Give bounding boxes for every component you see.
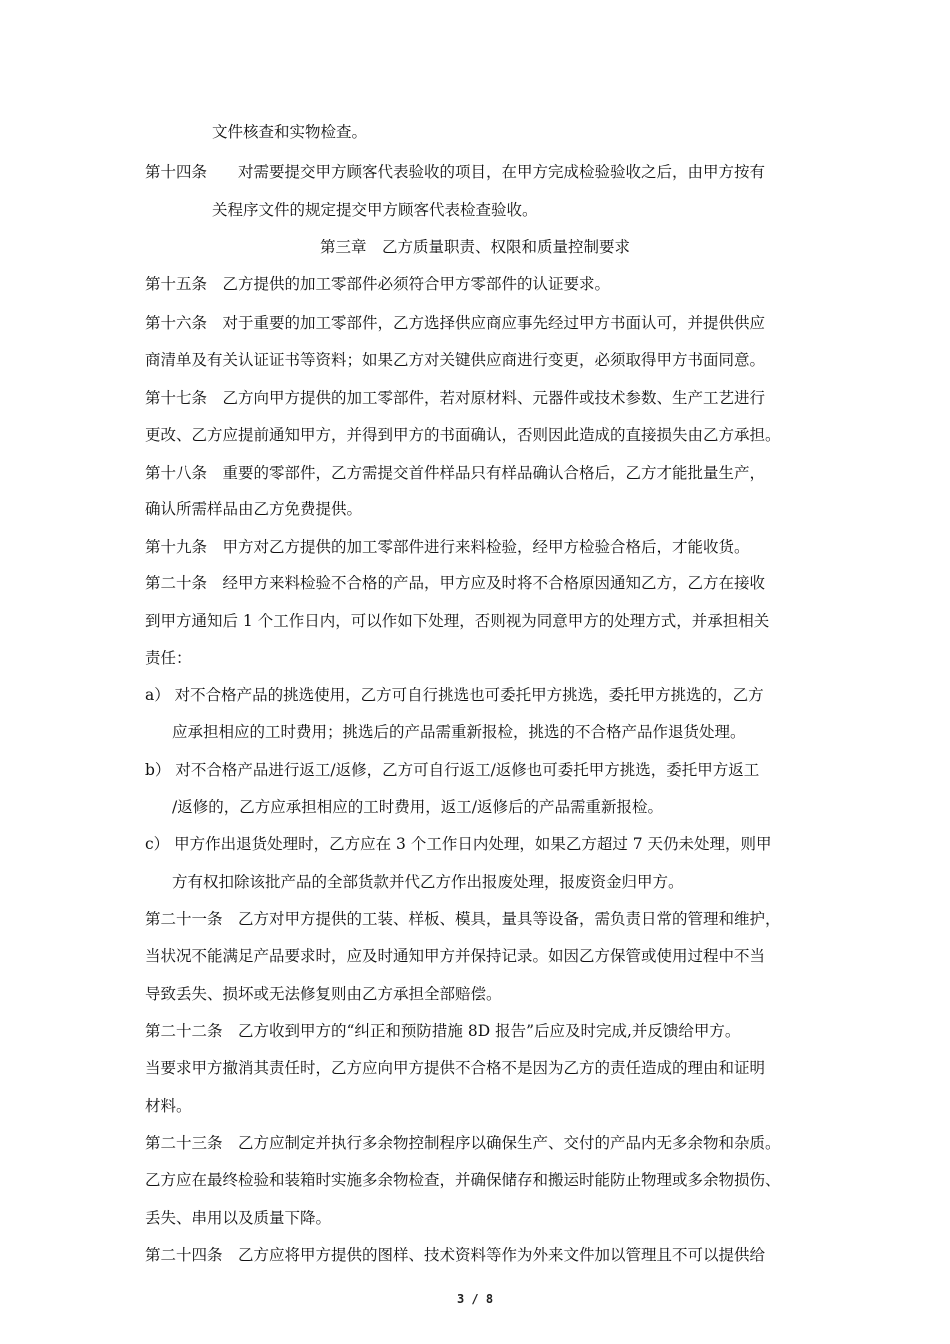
article-18-line-2: 确认所需样品由乙方免费提供。 <box>145 500 363 518</box>
article-22-line-1: 第二十二条 乙方收到甲方的“纠正和预防措施 8D 报告”后应及时完成,并反馈给甲方。 <box>145 1022 741 1040</box>
list-item-b-line-1: b） 对不合格产品进行返工/返修，乙方可自行返工/返修也可委托甲方挑选，委托甲方返工 <box>145 761 760 779</box>
article-21-line-1: 第二十一条 乙方对甲方提供的工装、样板、模具，量具等设备，需负责日常的管理和维护， <box>145 910 781 928</box>
article-17-line-1: 第十七条 乙方向甲方提供的加工零部件，若对原材料、元器件或技术参数、生产工艺进行 <box>145 389 766 407</box>
article-14-line-2: 关程序文件的规定提交甲方顾客代表检查验收。 <box>212 201 538 219</box>
article-18-line-1: 第十八条 重要的零部件，乙方需提交首件样品只有样品确认合格后，乙方才能批量生产， <box>145 464 766 482</box>
list-item-a-line-1: a） 对不合格产品的挑选使用，乙方可自行挑选也可委托甲方挑选，委托甲方挑选的，乙方 <box>145 686 764 704</box>
article-16-line-2: 商清单及有关认证证书等资料；如果乙方对关键供应商进行变更，必须取得甲方书面同意。 <box>145 351 766 369</box>
list-item-c-line-2: 方有权扣除该批产品的全部货款并代乙方作出报废处理，报废资金归甲方。 <box>172 873 684 891</box>
list-item-c-line-1: c） 甲方作出退货处理时，乙方应在 3 个工作日内处理，如果乙方超过 7 天仍未处理，则甲 <box>145 835 772 853</box>
article-17-line-2: 更改、乙方应提前通知甲方，并得到甲方的书面确认，否则因此造成的直接损失由乙方承担。 <box>145 426 781 444</box>
chapter-heading: 第三章 乙方质量职责、权限和质量控制要求 <box>319 238 630 256</box>
article-20-line-3: 责任： <box>145 649 192 667</box>
article-15-line-1: 第十五条 乙方提供的加工零部件必须符合甲方零部件的认证要求。 <box>145 275 611 293</box>
article-21-line-2: 当状况不能满足产品要求时，应及时通知甲方并保持记录。如因乙方保管或使用过程中不当 <box>145 947 766 965</box>
article-20-line-1: 第二十条 经甲方来料检验不合格的产品，甲方应及时将不合格原因通知乙方，乙方在接收 <box>145 574 766 592</box>
article-23-line-2: 乙方应在最终检验和装箱时实施多余物检查，并确保储存和搬运时能防止物理或多余物损伤、 <box>145 1171 781 1189</box>
article-20-line-2: 到甲方通知后 1 个工作日内，可以作如下处理，否则视为同意甲方的处理方式，并承担相关 <box>145 612 770 630</box>
article-22-line-3: 材料。 <box>145 1097 192 1115</box>
article-19-line-1: 第十九条 甲方对乙方提供的加工零部件进行来料检验，经甲方检验合格后，才能收货。 <box>145 538 750 556</box>
article-16-line-1: 第十六条 对于重要的加工零部件，乙方选择供应商应事先经过甲方书面认可，并提供供应 <box>145 314 766 332</box>
article-24-line-1: 第二十四条 乙方应将甲方提供的图样、技术资料等作为外来文件加以管理且不可以提供给 <box>145 1246 766 1264</box>
article-23-line-3: 丢失、串用以及质量下降。 <box>145 1209 332 1227</box>
text-line: 文件核查和实物检查。 <box>212 123 368 141</box>
article-21-line-3: 导致丢失、损坏或无法修复则由乙方承担全部赔偿。 <box>145 985 502 1003</box>
list-item-a-line-2: 应承担相应的工时费用；挑选后的产品需重新报检，挑选的不合格产品作退货处理。 <box>172 723 746 741</box>
page-indicator: 3 / 8 <box>456 1292 494 1306</box>
article-22-line-2: 当要求甲方撤消其责任时，乙方应向甲方提供不合格不是因为乙方的责任造成的理由和证明 <box>145 1059 766 1077</box>
list-item-b-line-2: /返修的，乙方应承担相应的工时费用，返工/返修后的产品需重新报检。 <box>172 798 663 816</box>
article-14-line-1: 第十四条 对需要提交甲方顾客代表验收的项目，在甲方完成检验验收之后，由甲方按有 <box>145 163 766 181</box>
article-23-line-1: 第二十三条 乙方应制定并执行多余物控制程序以确保生产、交付的产品内无多余物和杂质。 <box>145 1134 781 1152</box>
